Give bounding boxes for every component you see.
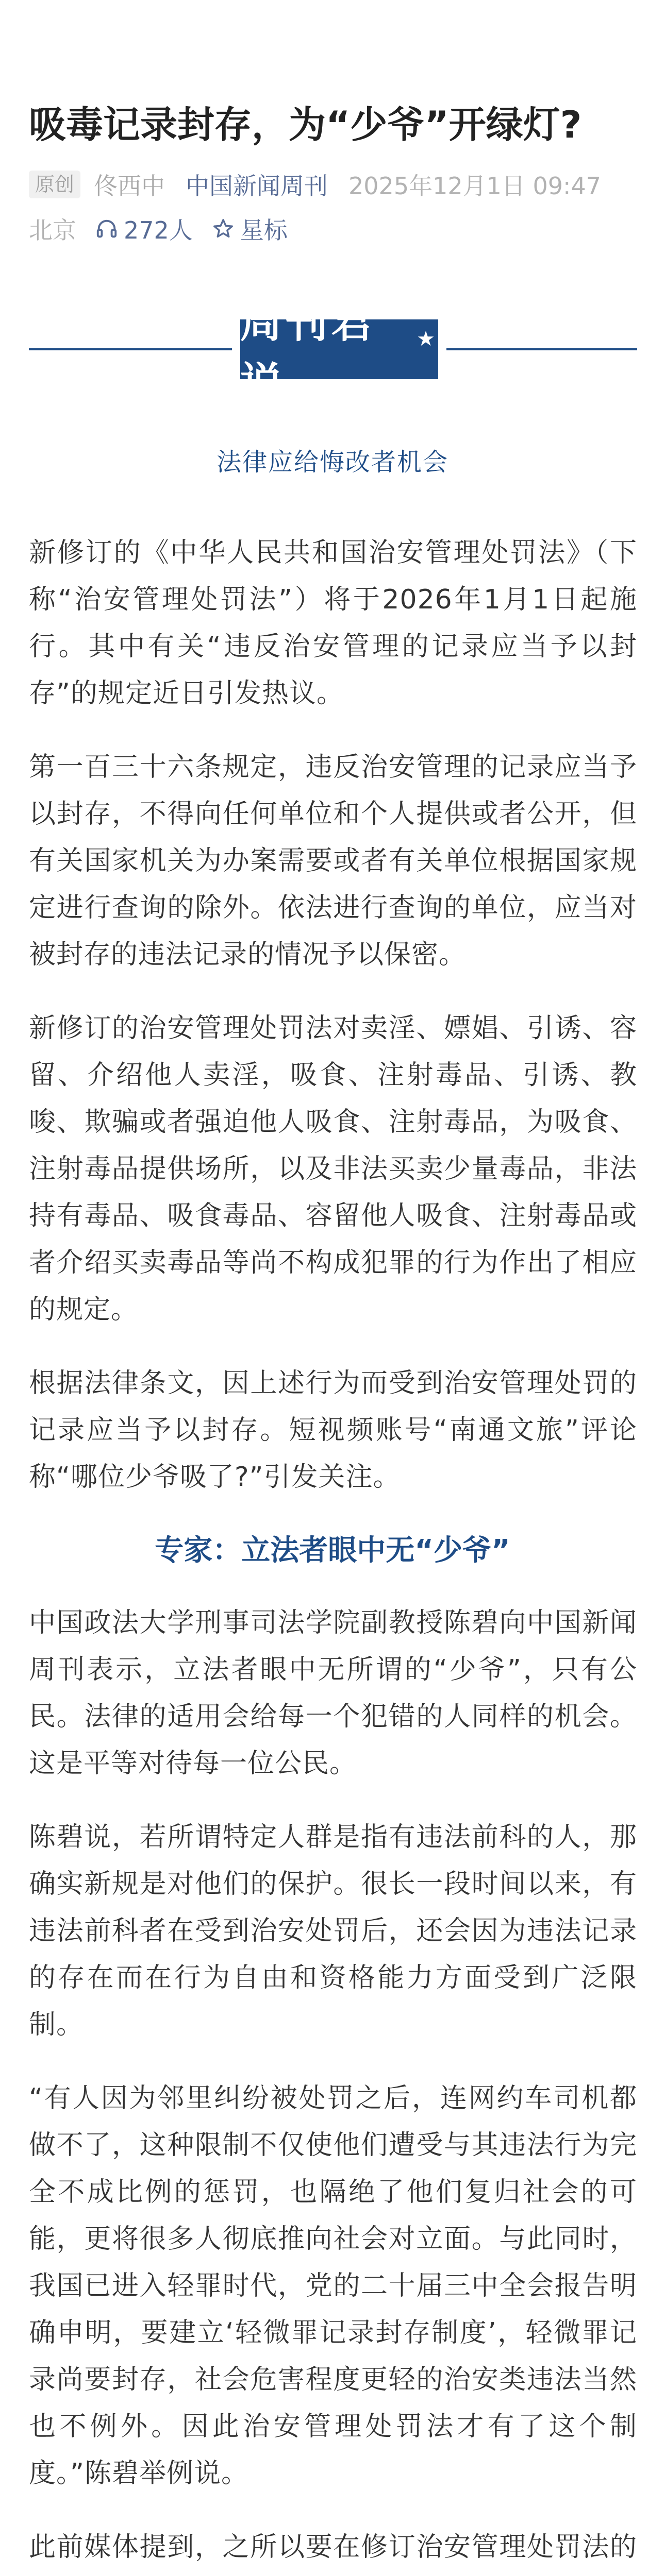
body-paragraph-3: 新修订的治安管理处罚法对卖淫、嫖娼、引诱、容留、介绍他人卖淫，吸食、注射毒品、引诱、教唆、欺骗或者强迫他人吸食、注射毒品，为吸食、注射毒品提供场所，以及非法买卖少量毒品，非法持有毒品、吸食毒品、容留他人吸食、注射毒品或者介绍买卖毒品等尚不构成犯罪的行为作出了相应的规定。 xyxy=(29,1013,637,1325)
account-name-link[interactable]: 中国新闻周刊 xyxy=(186,172,328,200)
publish-time: 2025年12月1日 09:47 xyxy=(348,172,602,200)
banner-rule-right xyxy=(446,348,637,350)
banner-star-icon: ★ xyxy=(417,327,438,351)
column-subtitle: 法律应给悔改者机会 xyxy=(216,448,448,477)
column-banner xyxy=(240,298,438,408)
star-label: 星标 xyxy=(240,216,288,244)
article-meta-secondary xyxy=(29,210,637,247)
body-paragraph-8: 此前媒体提到，之所以要在修订治安管理处罚法的 xyxy=(29,2532,637,2563)
original-badge: 原创 xyxy=(29,171,80,198)
publish-location: 北京 xyxy=(29,216,76,244)
listen-count: 272人 xyxy=(124,216,193,244)
column-banner-text: 周刊君说 xyxy=(240,298,377,408)
article-title: 吸毒记录封存，为“少爷”开绿灯? xyxy=(29,103,582,146)
body-paragraph-1: 新修订的《中华人民共和国治安管理处罚法》（下称“治安管理处罚法”）将于2026年1月1日起施行。其中有关“违反治安管理的记录应当予以封存”的规定近日引发热议。 xyxy=(29,537,637,709)
listen-button[interactable] xyxy=(95,212,193,246)
body-paragraph-6: 陈碧说，若所谓特定人群是指有违法前科的人，那确实新规是对他们的保护。很长一段时间以来，有违法前科者在受到治安处罚后，还会因为违法记录的存在而在行为自由和资格能力方面受到广泛限制。 xyxy=(29,1822,637,2040)
article-meta xyxy=(29,166,637,203)
body-paragraph-5: 中国政法大学刑事司法学院副教授陈碧向中国新闻周刊表示，立法者眼中无所谓的“少爷”，只有公民。法律的适用会给每一个犯错的人同样的机会。这是平等对待每一位公民。 xyxy=(29,1607,637,1779)
author-name[interactable]: 佟西中 xyxy=(94,172,165,200)
body-paragraph-2: 第一百三十六条规定，违反治安管理的记录应当予以封存，不得向任何单位和个人提供或者公开，但有关国家机关为办案需要或者有关单位根据国家规定进行查询的除外。依法进行查询的单位，应当对被封存的违法记录的情况予以保密。 xyxy=(29,752,637,970)
body-paragraph-4: 根据法律条文，因上述行为而受到治安管理处罚的记录应当予以封存。短视频账号“南通文旅”评论称“哪位少爷吸了?”引发关注。 xyxy=(29,1368,637,1493)
star-button[interactable] xyxy=(211,212,288,246)
headphones-icon xyxy=(95,217,119,241)
banner-rule-left xyxy=(29,348,232,350)
section-heading: 专家：立法者眼中无“少爷” xyxy=(155,1534,510,1567)
body-paragraph-7: “有人因为邻里纠纷被处罚之后，连网约车司机都做不了，这种限制不仅使他们遭受与其违法行为完全不成比例的惩罚，也隔绝了他们复归社会的可能，更将很多人彻底推向社会对立面。与此同时，我国已进入轻罪时代，党的二十届三中全会报告明确申明，要建立‘轻微罪记录封存制度’，轻微罪记录尚要封存，社会危害程度更轻的治安类违法当然也不例外。因此治安管理处罚法才有了这个制度。”陈碧举例说。 xyxy=(29,2083,637,2489)
star-icon xyxy=(211,217,235,241)
